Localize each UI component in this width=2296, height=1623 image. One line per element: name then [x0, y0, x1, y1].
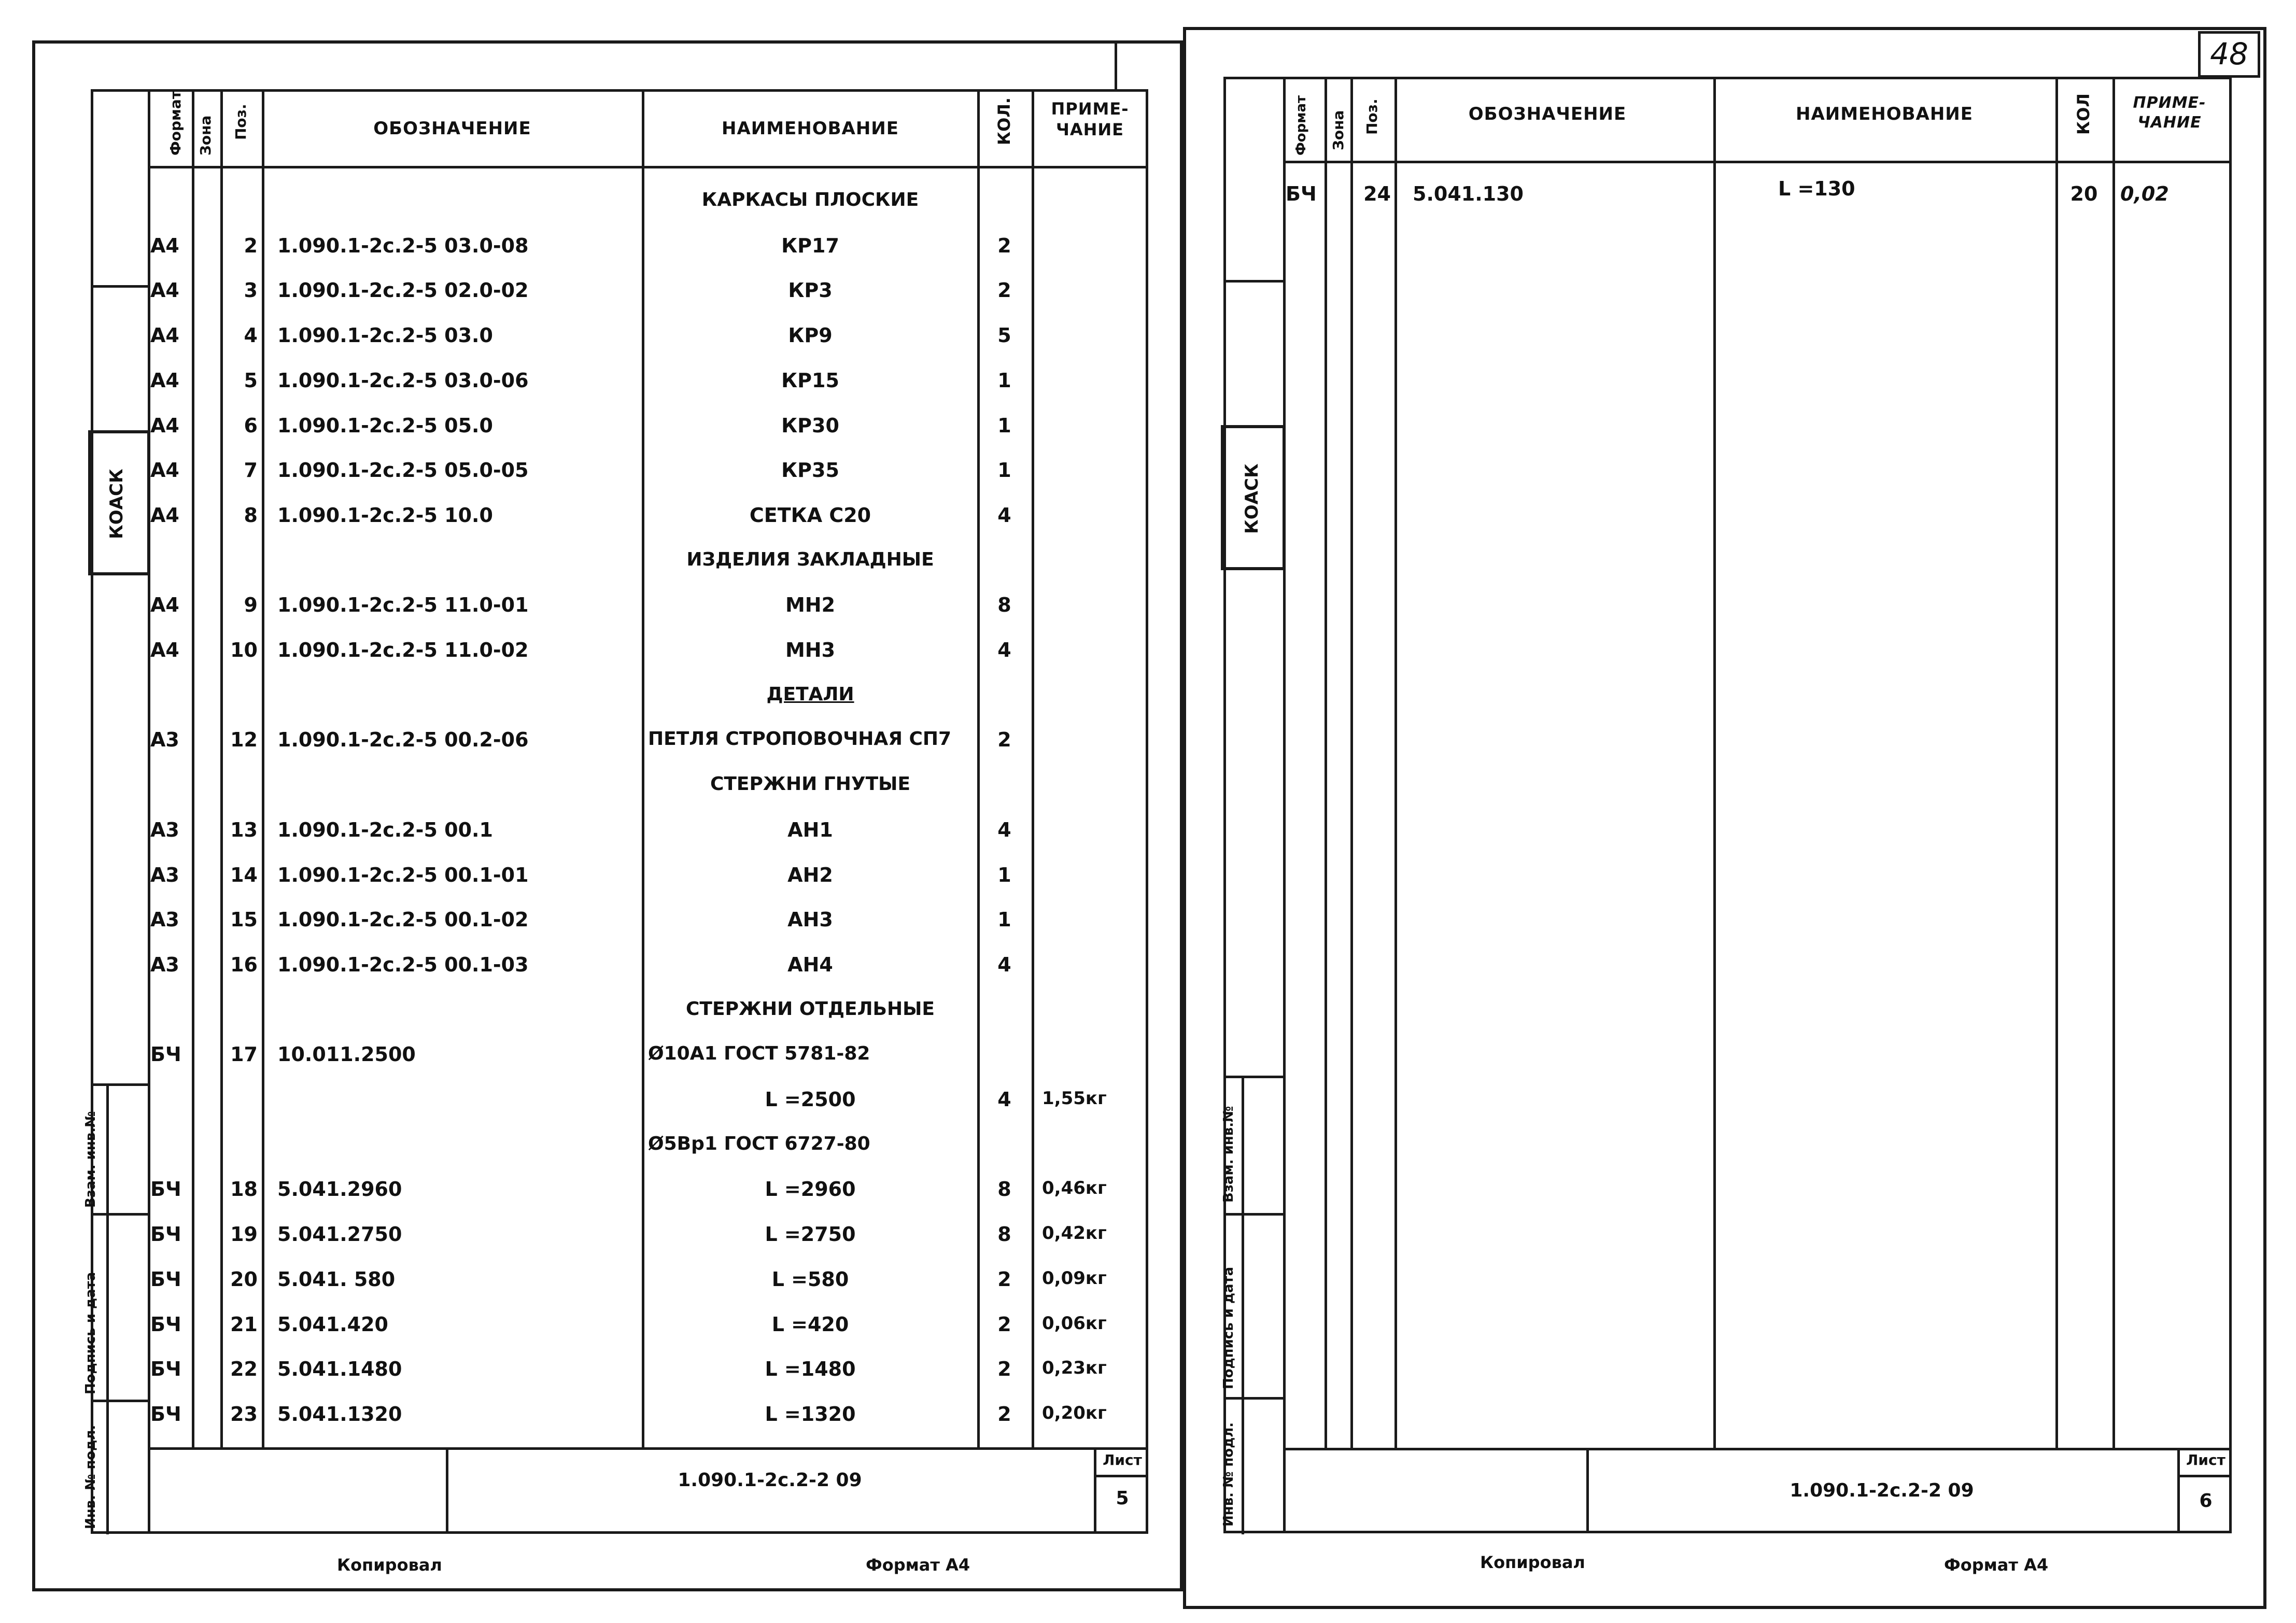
- right-stamp-sign: Подпись и дата: [1221, 1266, 1236, 1389]
- cell-qty: 2: [997, 1403, 1011, 1426]
- cell-qty: 5: [997, 324, 1011, 347]
- right-col-line: [2055, 77, 2058, 1448]
- cell-note: 0,20кг: [1042, 1403, 1107, 1423]
- cell-format: БЧ: [150, 1313, 181, 1336]
- cell-name: СЕТКА С20: [749, 504, 871, 527]
- cell-pos: 18: [230, 1178, 258, 1201]
- cell-pos: 21: [230, 1313, 258, 1336]
- left-koask-label: КОАСК: [106, 469, 127, 539]
- cell-qty: 8: [997, 1178, 1011, 1201]
- cell-format: А3: [150, 818, 179, 841]
- right-col-line: [2112, 77, 2115, 1448]
- cell-format: БЧ: [150, 1268, 181, 1291]
- hdr-pos: Поз.: [232, 104, 249, 140]
- cell-format: БЧ: [150, 1358, 181, 1380]
- cell-format: БЧ: [1286, 182, 1317, 205]
- cell-designation: 1.090.1-2с.2-5 00.1-01: [277, 864, 529, 886]
- cell-designation: 1.090.1-2с.2-5 03.0: [277, 324, 493, 347]
- r-hdr-designation: ОБОЗНАЧЕНИЕ: [1468, 104, 1627, 124]
- cell-designation: 5.041.130: [1413, 182, 1524, 205]
- hdr-note: ПРИМЕ-ЧАНИЕ: [1051, 99, 1129, 139]
- cell-pos: 6: [244, 414, 258, 437]
- right-col-line: [1325, 77, 1327, 1448]
- cell-designation: 1.090.1-2с.2-5 00.1-03: [277, 953, 529, 976]
- cell-qty: 4: [997, 504, 1011, 527]
- cell-designation: 5.041. 580: [277, 1268, 396, 1291]
- cell-pos: 19: [230, 1223, 258, 1246]
- cell-qty: 2: [997, 279, 1011, 302]
- left-col-line: [262, 89, 264, 1447]
- cell-name: АН4: [787, 953, 833, 976]
- left-side-div: [91, 1083, 150, 1086]
- left-sheet-no: 5: [1116, 1488, 1129, 1509]
- cell-designation: 1.090.1-2с.2-5 11.0-01: [277, 594, 529, 616]
- cell-note: 0,02: [2120, 182, 2169, 205]
- cell-pos: 22: [230, 1358, 258, 1380]
- right-sheet-label: Лист: [2186, 1451, 2225, 1469]
- right-stamp-sheetline: [2177, 1475, 2232, 1477]
- cell-pos: 15: [230, 908, 258, 931]
- cell-qty: 20: [2070, 182, 2098, 205]
- cell-designation: 5.041.1320: [277, 1403, 402, 1426]
- cell-note: 0,42кг: [1042, 1223, 1107, 1244]
- left-side-strip: [91, 89, 150, 1534]
- r-hdr-pos: Поз.: [1363, 98, 1381, 135]
- section-heading: ДЕТАЛИ: [766, 684, 854, 705]
- cell-designation: 1.090.1-2с.2-5 03.0-06: [277, 369, 529, 392]
- cell-qty: 8: [997, 594, 1011, 616]
- left-stamp-code: 1.090.1-2с.2-2 09: [678, 1470, 862, 1491]
- right-stamp-podl: Инв. № подл.: [1221, 1422, 1236, 1527]
- cell-name: L =420: [771, 1313, 849, 1336]
- cell-designation: 10.011.2500: [277, 1043, 416, 1066]
- section-heading: СТЕРЖНИ ГНУТЫЕ: [710, 773, 911, 795]
- cell-name: КР3: [788, 279, 833, 302]
- cell-format: А4: [150, 324, 179, 347]
- cell-designation: 1.090.1-2с.2-5 02.0-02: [277, 279, 529, 302]
- left-top-strip: [32, 40, 1183, 43]
- cell-format: А3: [150, 728, 179, 751]
- cell-name: L =1480: [765, 1358, 856, 1380]
- right-stamp-code: 1.090.1-2с.2-2 09: [1790, 1480, 1974, 1501]
- cell-pos: 8: [244, 504, 258, 527]
- cell-pos: 20: [230, 1268, 258, 1291]
- cell-qty: 1: [997, 414, 1011, 437]
- right-footer-copied: Копировал: [1480, 1553, 1585, 1572]
- cell-designation: 1.090.1-2с.2-5 11.0-02: [277, 639, 529, 661]
- cell-qty: 1: [997, 864, 1011, 886]
- left-side-div: [91, 1213, 150, 1216]
- left-stamp-podl: Инв. № подл.: [83, 1424, 98, 1529]
- cell-format: А4: [150, 234, 179, 257]
- cell-designation: 1.090.1-2с.2-5 00.1-02: [277, 908, 529, 931]
- cell-qty: 4: [997, 818, 1011, 841]
- cell-designation: 1.090.1-2с.2-5 10.0: [277, 504, 493, 527]
- cell-qty: 2: [997, 1313, 1011, 1336]
- cell-note: 0,09кг: [1042, 1268, 1107, 1289]
- right-stamp-top: [1283, 1448, 2232, 1450]
- cell-qty: 1: [997, 459, 1011, 482]
- r-hdr-zone: Зона: [1330, 110, 1347, 150]
- right-col-line: [1713, 77, 1716, 1448]
- cell-pos: 13: [230, 818, 258, 841]
- cell-name: АН2: [787, 864, 833, 886]
- hdr-designation: ОБОЗНАЧЕНИЕ: [373, 118, 531, 139]
- cell-format: БЧ: [150, 1043, 181, 1066]
- right-table-frame: [1283, 77, 2232, 1533]
- cell-designation: 1.090.1-2с.2-5 00.1: [277, 818, 493, 841]
- left-side-div: [91, 285, 150, 288]
- right-header-line: [1283, 161, 2232, 163]
- cell-name: L =2500: [765, 1088, 856, 1111]
- cell-pos: 24: [1363, 182, 1391, 205]
- cell-designation: 1.090.1-2с.2-5 00.2-06: [277, 728, 529, 751]
- left-stamp-top: [148, 1447, 1148, 1450]
- right-stamp-inv: Взам. инв.№: [1221, 1106, 1236, 1203]
- left-col-line: [192, 89, 194, 1447]
- hdr-name: НАИМЕНОВАНИЕ: [721, 118, 899, 139]
- cell-format: БЧ: [150, 1178, 181, 1201]
- cell-qty: 2: [997, 1358, 1011, 1380]
- cell-name: L =1320: [765, 1403, 856, 1426]
- cell-name: L =2960: [765, 1178, 856, 1201]
- right-col-line: [1394, 77, 1397, 1448]
- right-sheet-no: 6: [2199, 1490, 2213, 1512]
- left-stamp-inv: Взам. инв.№: [83, 1111, 98, 1208]
- r-hdr-qty: КОЛ: [2074, 93, 2093, 135]
- cell-format: А4: [150, 279, 179, 302]
- cell-note: 0,23кг: [1042, 1358, 1107, 1378]
- cell-name: L =2750: [765, 1223, 856, 1246]
- cell-name: Ø10А1 ГОСТ 5781-82: [648, 1043, 870, 1064]
- cell-pos: 4: [244, 324, 258, 347]
- cell-note: 1,55кг: [1042, 1088, 1107, 1109]
- section-heading: КАРКАСЫ ПЛОСКИЕ: [701, 189, 919, 210]
- cell-format: БЧ: [150, 1403, 181, 1426]
- cell-format: А3: [150, 953, 179, 976]
- cell-pos: 5: [244, 369, 258, 392]
- cell-format: А3: [150, 908, 179, 931]
- left-col-line: [1032, 89, 1034, 1447]
- cell-pos: 12: [230, 728, 258, 751]
- cell-qty: 2: [997, 1268, 1011, 1291]
- cell-designation: 5.041.1480: [277, 1358, 402, 1380]
- cell-name: КР15: [781, 369, 839, 392]
- cell-designation: 1.090.1-2с.2-5 03.0-08: [277, 234, 529, 257]
- cell-qty: 2: [997, 728, 1011, 751]
- cell-format: А4: [150, 369, 179, 392]
- cell-name: Ø5Вр1 ГОСТ 6727-80: [648, 1133, 870, 1154]
- cell-format: А4: [150, 504, 179, 527]
- right-side-div: [1223, 1397, 1286, 1400]
- cell-qty: 8: [997, 1223, 1011, 1246]
- cell-name: КР9: [788, 324, 833, 347]
- cell-format: БЧ: [150, 1223, 181, 1246]
- cell-name: КР30: [781, 414, 839, 437]
- cell-name: АН3: [787, 908, 833, 931]
- cell-designation: 5.041.2960: [277, 1178, 402, 1201]
- right-side-div: [1223, 1076, 1286, 1078]
- cell-format: А4: [150, 414, 179, 437]
- cell-name: КР35: [781, 459, 839, 482]
- cell-name: КР17: [781, 234, 839, 257]
- r-hdr-format: Формат: [1293, 95, 1309, 156]
- hdr-qty: КОЛ.: [994, 97, 1014, 145]
- cell-name: L =130: [1778, 177, 1855, 200]
- left-stamp-sheetline: [1094, 1475, 1148, 1477]
- left-sheet-label: Лист: [1103, 1451, 1142, 1469]
- hdr-format: Формат: [167, 90, 184, 156]
- right-side-div: [1223, 280, 1286, 283]
- cell-pos: 9: [244, 594, 258, 616]
- cell-format: А3: [150, 864, 179, 886]
- cell-designation: 1.090.1-2с.2-5 05.0: [277, 414, 493, 437]
- page-number: 48: [2210, 36, 2248, 72]
- cell-format: А4: [150, 639, 179, 661]
- right-koask-label: КОАСК: [1242, 463, 1262, 534]
- cell-name: L =580: [771, 1268, 849, 1291]
- cell-qty: 4: [997, 1088, 1011, 1111]
- hdr-zone: Зона: [197, 115, 214, 156]
- cell-qty: 4: [997, 639, 1011, 661]
- cell-pos: 16: [230, 953, 258, 976]
- left-side-div: [91, 1400, 150, 1402]
- cell-name: АН1: [787, 818, 833, 841]
- left-side-inner: [106, 1083, 109, 1534]
- cell-designation: 1.090.1-2с.2-5 05.0-05: [277, 459, 529, 482]
- cell-format: А4: [150, 459, 179, 482]
- cell-pos: 2: [244, 234, 258, 257]
- section-heading: СТЕРЖНИ ОТДЕЛЬНЫЕ: [686, 998, 935, 1020]
- left-stamp-sign: Подпись и дата: [83, 1272, 98, 1394]
- cell-pos: 7: [244, 459, 258, 482]
- cell-pos: 10: [230, 639, 258, 661]
- r-hdr-note: ПРИМЕ-ЧАНИЕ: [2133, 94, 2206, 132]
- left-footer-copied: Копировал: [337, 1555, 442, 1575]
- cell-pos: 14: [230, 864, 258, 886]
- cell-designation: 5.041.2750: [277, 1223, 402, 1246]
- cell-qty: 1: [997, 908, 1011, 931]
- cell-format: А4: [150, 594, 179, 616]
- section-heading: ИЗДЕЛИЯ ЗАКЛАДНЫЕ: [686, 549, 934, 570]
- cell-qty: 2: [997, 234, 1011, 257]
- right-col-line: [1350, 77, 1353, 1448]
- cell-pos: 17: [230, 1043, 258, 1066]
- r-hdr-name: НАИМЕНОВАНИЕ: [1795, 104, 1973, 124]
- cell-name: МН2: [785, 594, 836, 616]
- cell-designation: 5.041.420: [277, 1313, 388, 1336]
- left-top-notch: [1115, 40, 1117, 90]
- cell-pos: 3: [244, 279, 258, 302]
- cell-qty: 1: [997, 369, 1011, 392]
- cell-note: 0,06кг: [1042, 1313, 1107, 1334]
- cell-name: ПЕТЛЯ СТРОПОВОЧНАЯ СП7: [648, 728, 952, 750]
- cell-pos: 23: [230, 1403, 258, 1426]
- left-header-line: [148, 166, 1148, 168]
- cell-note: 0,46кг: [1042, 1178, 1107, 1198]
- right-footer-format: Формат А4: [1944, 1555, 2049, 1575]
- left-stamp-div: [446, 1447, 448, 1534]
- right-side-inner: [1242, 1076, 1244, 1534]
- left-footer-format: Формат А4: [866, 1555, 970, 1575]
- right-side-div: [1223, 1213, 1286, 1216]
- cell-name: МН3: [785, 639, 836, 661]
- cell-qty: 4: [997, 953, 1011, 976]
- right-stamp-div: [1586, 1448, 1589, 1533]
